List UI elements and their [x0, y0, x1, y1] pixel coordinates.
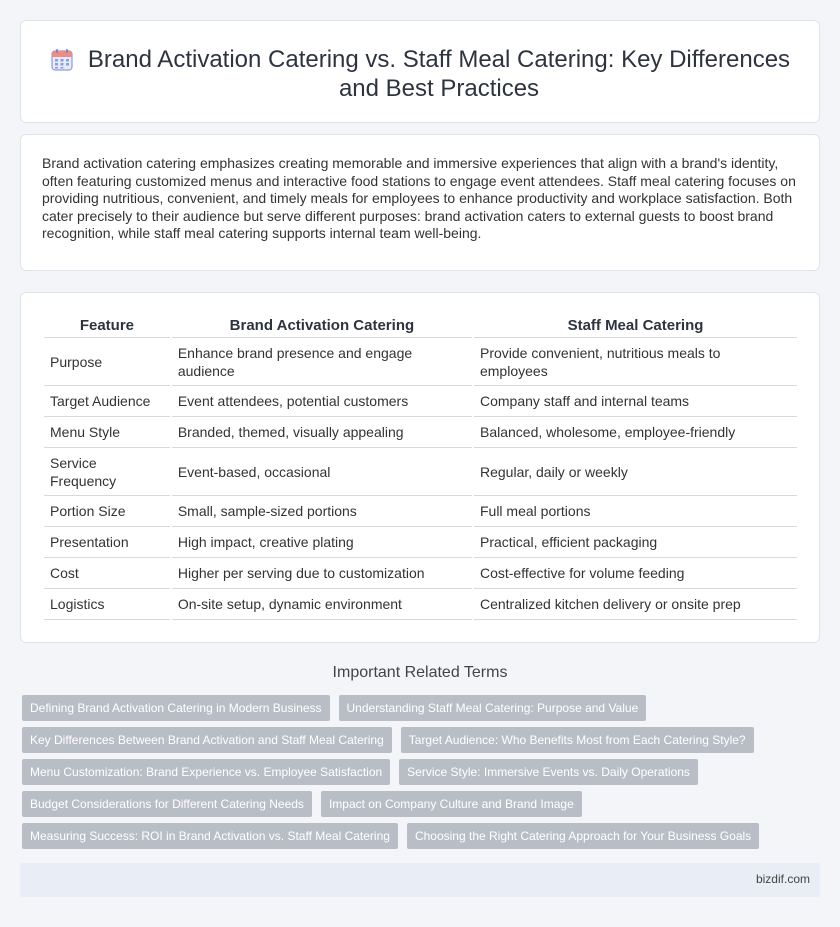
- related-term-link[interactable]: Choosing the Right Catering Approach for Your Business Goals: [407, 823, 759, 849]
- table-row: [44, 496, 797, 527]
- table-row: [44, 338, 797, 386]
- related-term-link[interactable]: Budget Considerations for Different Catering Needs: [22, 791, 312, 817]
- related-term-link[interactable]: Target Audience: Who Benefits Most from Each Catering Style?: [401, 727, 754, 753]
- table-cell: Balanced, wholesome, employee-friendly: [474, 417, 797, 448]
- table-cell: Cost: [44, 558, 170, 589]
- related-term-link[interactable]: Impact on Company Culture and Brand Image: [321, 791, 582, 817]
- column-header: Feature: [44, 311, 170, 338]
- footer-site-link[interactable]: bizdif.com: [755, 872, 810, 886]
- table-row: [44, 417, 797, 448]
- table-row: [44, 527, 797, 558]
- column-header: Staff Meal Catering: [474, 311, 797, 338]
- table-cell: Practical, efficient packaging: [474, 527, 797, 558]
- related-term-link[interactable]: Measuring Success: ROI in Brand Activation vs. Staff Meal Catering: [22, 823, 398, 849]
- table-cell: Enhance brand presence and engage audience: [172, 338, 472, 386]
- related-terms-heading: Important Related Terms: [332, 664, 508, 681]
- table-cell: Purpose: [44, 338, 170, 386]
- table-cell: Event attendees, potential customers: [172, 386, 472, 417]
- table-cell: High impact, creative plating: [172, 527, 472, 558]
- table-header-row: [44, 311, 797, 338]
- table-cell: Event-based, occasional: [172, 448, 472, 496]
- table-cell: Cost-effective for volume feeding: [474, 558, 797, 589]
- column-header: Brand Activation Catering: [172, 311, 472, 338]
- comparison-table: [42, 311, 799, 620]
- table-cell: Company staff and internal teams: [474, 386, 797, 417]
- table-cell: Logistics: [44, 589, 170, 620]
- table-cell: Portion Size: [44, 496, 170, 527]
- table-cell: Branded, themed, visually appealing: [172, 417, 472, 448]
- footer: [20, 863, 820, 897]
- table-cell: Presentation: [44, 527, 170, 558]
- table-cell: Full meal portions: [474, 496, 797, 527]
- related-term-link[interactable]: Understanding Staff Meal Catering: Purpose and Value: [339, 695, 647, 721]
- title-card: [20, 20, 820, 123]
- intro-paragraph: Brand activation catering emphasizes creating memorable and immersive experiences that align with a brand's identity, often featuring customized menus and interactive food stations to engage event attendees. Staff meal catering focuses on providing nutritious, convenient, and timely meals for employees to enhance productivity and workplace satisfaction. Both cater precisely to their audience but serve different purposes: brand activation caters to external guests to boost brand recognition, while staff meal catering supports internal team well-being.: [42, 155, 796, 242]
- table-cell: Higher per serving due to customization: [172, 558, 472, 589]
- table-cell: Target Audience: [44, 386, 170, 417]
- related-term-link[interactable]: Menu Customization: Brand Experience vs. Employee Satisfaction: [22, 759, 390, 785]
- table-row: [44, 558, 797, 589]
- comparison-card: [20, 292, 820, 643]
- table-row: [44, 589, 797, 620]
- table-cell: Small, sample-sized portions: [172, 496, 472, 527]
- table-cell: Service Frequency: [44, 448, 170, 496]
- table-row: [44, 448, 797, 496]
- related-terms-list: [22, 695, 812, 855]
- related-term-link[interactable]: Defining Brand Activation Catering in Modern Business: [22, 695, 330, 721]
- table-cell: Centralized kitchen delivery or onsite prep: [474, 589, 797, 620]
- related-term-link[interactable]: Key Differences Between Brand Activation and Staff Meal Catering: [22, 727, 392, 753]
- related-term-link[interactable]: Service Style: Immersive Events vs. Daily Operations: [399, 759, 698, 785]
- table-cell: Provide convenient, nutritious meals to employees: [474, 338, 797, 386]
- table-cell: Regular, daily or weekly: [474, 448, 797, 496]
- table-row: [44, 386, 797, 417]
- table-cell: Menu Style: [44, 417, 170, 448]
- page-title: Brand Activation Catering vs. Staff Meal Catering: Key Differences and Best Practices: [87, 46, 791, 102]
- intro-card: [20, 134, 820, 271]
- table-cell: On-site setup, dynamic environment: [172, 589, 472, 620]
